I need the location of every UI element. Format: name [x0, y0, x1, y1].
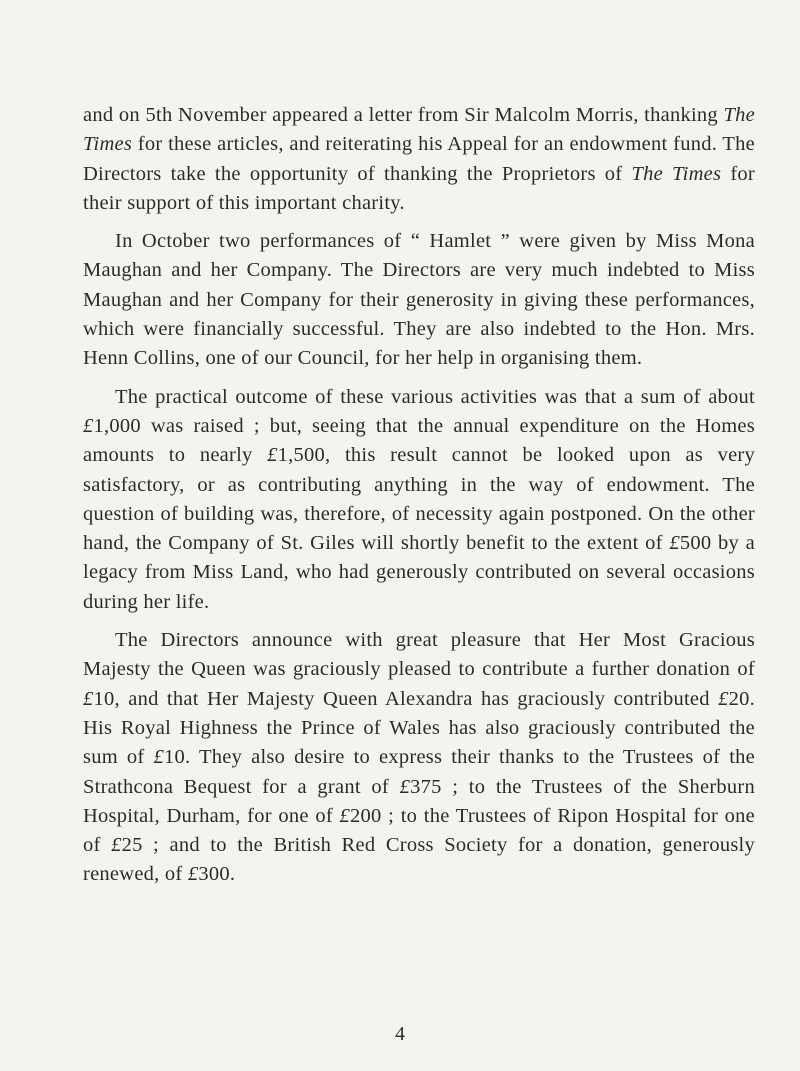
text-run: 20. His Royal Highness the Prince of Wales has also graciously contributed the sum of — [83, 687, 755, 769]
text-run: 200 ; to the Trustees of Ripon Hospital for one of — [83, 804, 755, 857]
text-run: 300. — [198, 863, 236, 886]
text-run: 1,000 was raised ; but, seeing that the annual expenditure on the Homes amounts to nearly — [83, 414, 755, 467]
text-run: The practical outcome of these various activities was that a sum of about — [115, 385, 755, 408]
italic-run: £ — [111, 834, 122, 857]
paragraph-3 — [83, 383, 755, 617]
paragraph-1 — [83, 101, 755, 218]
italic-run: The Times — [83, 104, 755, 156]
page-number: 4 — [395, 1023, 405, 1045]
text-run: 25 ; and to the British Red Cross Society for a donation, generously renewed, of — [83, 834, 755, 886]
italic-run: £ — [718, 687, 729, 710]
italic-run: £ — [83, 687, 94, 710]
text-run: 500 by a legacy from Miss Land, who had generously contributed on several occasions during her life. — [83, 532, 755, 613]
italic-run: £ — [153, 746, 164, 769]
paragraph-4 — [83, 626, 755, 890]
italic-run: £ — [339, 804, 351, 827]
text-run: for these articles, and reiterating his Appeal for an endowment fund. The Directors take the opportunity of thanking the Proprietors of — [83, 133, 755, 185]
text-run: The Directors announce with great pleasure that Her Most Gracious Majesty the Queen was graciously pleased to contribute a further donation of — [83, 629, 755, 681]
paragraph-2 — [83, 227, 755, 373]
text-run: 375 ; to the Trustees of the Sherburn Hospital, Durham, for one of — [83, 775, 755, 827]
italic-run: £ — [669, 532, 680, 555]
italic-run: £ — [187, 863, 199, 886]
text-run: 10. They also desire to express their thanks to the Trustees of the Strathcona Bequest for a grant of — [83, 746, 756, 798]
body-text — [83, 101, 755, 899]
italic-run: £ — [399, 775, 411, 798]
text-run: In October two performances of “ Hamlet ” were given by Miss Mona Maughan and her Company. The Directors are very much indebted to Miss Maughan and her Company for their generosity in giving these performances, which were financially successful. They are also indebted to the Hon. Mrs. Henn Collins, one of our Council, for her help in organising them. — [83, 230, 755, 370]
italic-run: £ — [83, 414, 94, 437]
text-run: 10, and that Her Majesty Queen Alexandra has graciously contributed — [93, 687, 719, 710]
text-run: for their support of this important charity. — [83, 162, 755, 214]
text-run: 1,500, this result cannot be looked upon as very satisfactory, or as contributing anything in the way of endowment. The question of building was, therefore, of necessity again postponed. On the other hand, the Company of St. Giles will shortly benefit to the extent of — [83, 444, 756, 555]
italic-run: The Times — [631, 162, 722, 185]
italic-run: £ — [267, 444, 278, 467]
text-run: and on 5th November appeared a letter from Sir Malcolm Morris, thanking — [83, 104, 724, 126]
